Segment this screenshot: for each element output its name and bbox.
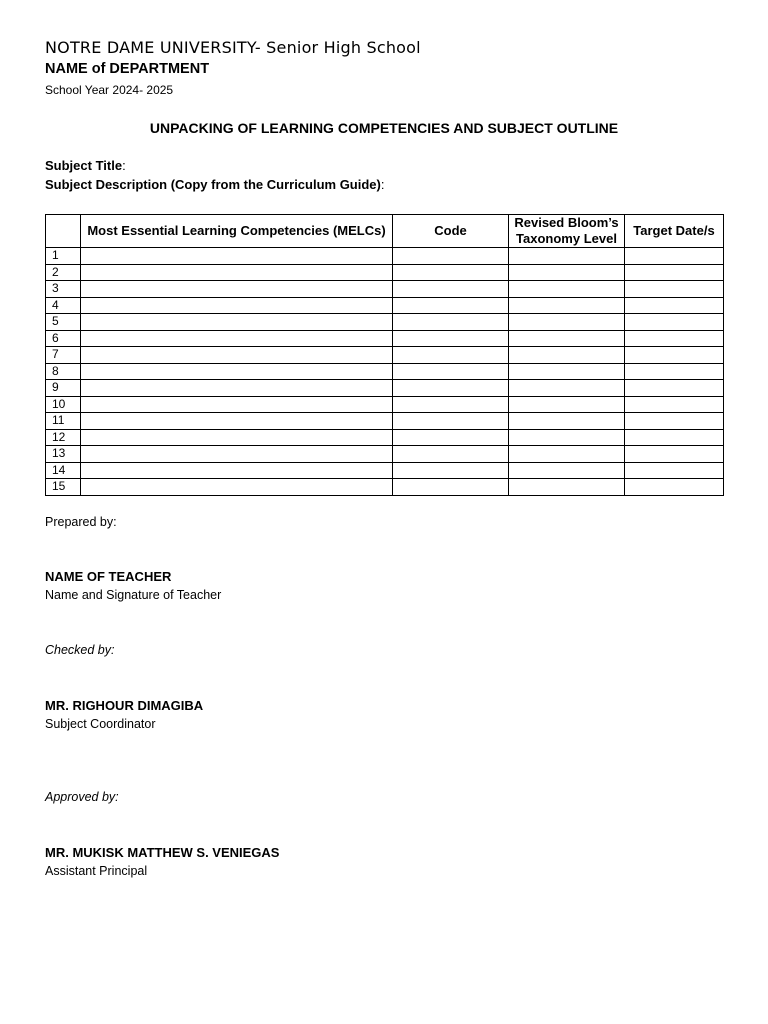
checked-by-label: Checked by: xyxy=(45,643,115,657)
header-code: Code xyxy=(393,215,509,248)
header-melcs: Most Essential Learning Competencies (MELCs) xyxy=(81,215,393,248)
blooms-cell[interactable] xyxy=(509,314,625,331)
code-cell[interactable] xyxy=(393,314,509,331)
code-cell[interactable] xyxy=(393,281,509,298)
melcs-cell[interactable] xyxy=(81,446,393,463)
table-row xyxy=(46,396,724,413)
subject-title-text: Subject Title xyxy=(45,158,123,173)
target-date-cell[interactable] xyxy=(625,462,724,479)
table-row xyxy=(46,281,724,298)
melcs-cell[interactable] xyxy=(81,479,393,496)
blooms-cell[interactable] xyxy=(509,462,625,479)
table-row xyxy=(46,314,724,331)
table-row xyxy=(46,297,724,314)
melcs-cell[interactable] xyxy=(81,281,393,298)
melcs-cell[interactable] xyxy=(81,363,393,380)
table-row xyxy=(46,248,724,265)
target-date-cell[interactable] xyxy=(625,429,724,446)
blooms-cell[interactable] xyxy=(509,380,625,397)
blooms-cell[interactable] xyxy=(509,413,625,430)
row-number-cell: 8 xyxy=(46,363,81,380)
header-number xyxy=(46,215,81,248)
target-date-cell[interactable] xyxy=(625,446,724,463)
table-row xyxy=(46,462,724,479)
target-date-cell[interactable] xyxy=(625,330,724,347)
code-cell[interactable] xyxy=(393,297,509,314)
competencies-table xyxy=(45,214,724,496)
code-cell[interactable] xyxy=(393,479,509,496)
melcs-cell[interactable] xyxy=(81,429,393,446)
header-target-date: Target Date/s xyxy=(625,215,724,248)
blooms-cell[interactable] xyxy=(509,396,625,413)
row-number-cell: 11 xyxy=(46,413,81,430)
row-number-cell: 12 xyxy=(46,429,81,446)
table-body xyxy=(46,248,724,496)
table-row xyxy=(46,380,724,397)
table-row xyxy=(46,264,724,281)
row-number-cell: 7 xyxy=(46,347,81,364)
row-number-cell: 1 xyxy=(46,248,81,265)
target-date-cell[interactable] xyxy=(625,413,724,430)
row-number-cell: 2 xyxy=(46,264,81,281)
prepared-by-label: Prepared by: xyxy=(45,515,117,529)
blooms-cell[interactable] xyxy=(509,347,625,364)
table-row xyxy=(46,479,724,496)
target-date-cell[interactable] xyxy=(625,380,724,397)
row-number-cell: 6 xyxy=(46,330,81,347)
blooms-cell[interactable] xyxy=(509,479,625,496)
blooms-cell[interactable] xyxy=(509,330,625,347)
blooms-cell[interactable] xyxy=(509,363,625,380)
melcs-cell[interactable] xyxy=(81,330,393,347)
melcs-cell[interactable] xyxy=(81,413,393,430)
table-row xyxy=(46,363,724,380)
blooms-cell[interactable] xyxy=(509,446,625,463)
table-row xyxy=(46,330,724,347)
target-date-cell[interactable] xyxy=(625,248,724,265)
approved-by-label: Approved by: xyxy=(45,790,119,804)
row-number-cell: 4 xyxy=(46,297,81,314)
coordinator-name: MR. RIGHOUR DIMAGIBA xyxy=(45,698,204,713)
blooms-cell[interactable] xyxy=(509,264,625,281)
melcs-cell[interactable] xyxy=(81,396,393,413)
blooms-cell[interactable] xyxy=(509,281,625,298)
table-row xyxy=(46,446,724,463)
code-cell[interactable] xyxy=(393,396,509,413)
coordinator-role: Subject Coordinator xyxy=(45,717,156,731)
code-cell[interactable] xyxy=(393,363,509,380)
blooms-cell[interactable] xyxy=(509,248,625,265)
university-heading: NOTRE DAME UNIVERSITY- Senior High School xyxy=(45,38,421,57)
blooms-cell[interactable] xyxy=(509,429,625,446)
department-name: NAME of DEPARTMENT xyxy=(45,61,210,77)
melcs-cell[interactable] xyxy=(81,297,393,314)
subject-description-colon: : xyxy=(380,177,385,192)
melcs-cell[interactable] xyxy=(81,314,393,331)
melcs-cell[interactable] xyxy=(81,248,393,265)
code-cell[interactable] xyxy=(393,413,509,430)
melcs-cell[interactable] xyxy=(81,264,393,281)
target-date-cell[interactable] xyxy=(625,347,724,364)
principal-name: MR. MUKISK MATTHEW S. VENIEGAS xyxy=(45,845,280,860)
subject-description-text: Subject Description (Copy from the Curriculum Guide) xyxy=(45,177,381,192)
row-number-cell: 3 xyxy=(46,281,81,298)
table-header-row xyxy=(46,215,724,248)
target-date-cell[interactable] xyxy=(625,479,724,496)
header-blooms-taxonomy: Revised Bloom’s Taxonomy Level xyxy=(509,215,625,248)
target-date-cell[interactable] xyxy=(625,363,724,380)
teacher-role: Name and Signature of Teacher xyxy=(45,588,222,602)
principal-role: Assistant Principal xyxy=(45,864,148,878)
row-number-cell: 14 xyxy=(46,462,81,479)
code-cell[interactable] xyxy=(393,330,509,347)
row-number-cell: 15 xyxy=(46,479,81,496)
row-number-cell: 10 xyxy=(46,396,81,413)
teacher-name: NAME OF TEACHER xyxy=(45,569,172,584)
subject-title-colon: : xyxy=(122,158,126,173)
school-year: School Year 2024- 2025 xyxy=(45,83,174,97)
code-cell[interactable] xyxy=(393,446,509,463)
code-cell[interactable] xyxy=(393,264,509,281)
row-number-cell: 9 xyxy=(46,380,81,397)
target-date-cell[interactable] xyxy=(625,297,724,314)
row-number-cell: 5 xyxy=(46,314,81,331)
row-number-cell: 13 xyxy=(46,446,81,463)
target-date-cell[interactable] xyxy=(625,281,724,298)
table-row xyxy=(46,429,724,446)
blooms-cell[interactable] xyxy=(509,297,625,314)
code-cell[interactable] xyxy=(393,248,509,265)
code-cell[interactable] xyxy=(393,462,509,479)
table-row xyxy=(46,413,724,430)
melcs-cell[interactable] xyxy=(81,462,393,479)
target-date-cell[interactable] xyxy=(625,264,724,281)
target-date-cell[interactable] xyxy=(625,314,724,331)
document-title: UNPACKING OF LEARNING COMPETENCIES AND SUBJECT OUTLINE xyxy=(149,120,619,136)
code-cell[interactable] xyxy=(393,429,509,446)
target-date-cell[interactable] xyxy=(625,396,724,413)
subject-description-label xyxy=(45,177,385,192)
subject-title-label xyxy=(45,158,126,173)
melcs-cell[interactable] xyxy=(81,347,393,364)
melcs-cell[interactable] xyxy=(81,380,393,397)
table-row xyxy=(46,347,724,364)
code-cell[interactable] xyxy=(393,347,509,364)
code-cell[interactable] xyxy=(393,380,509,397)
